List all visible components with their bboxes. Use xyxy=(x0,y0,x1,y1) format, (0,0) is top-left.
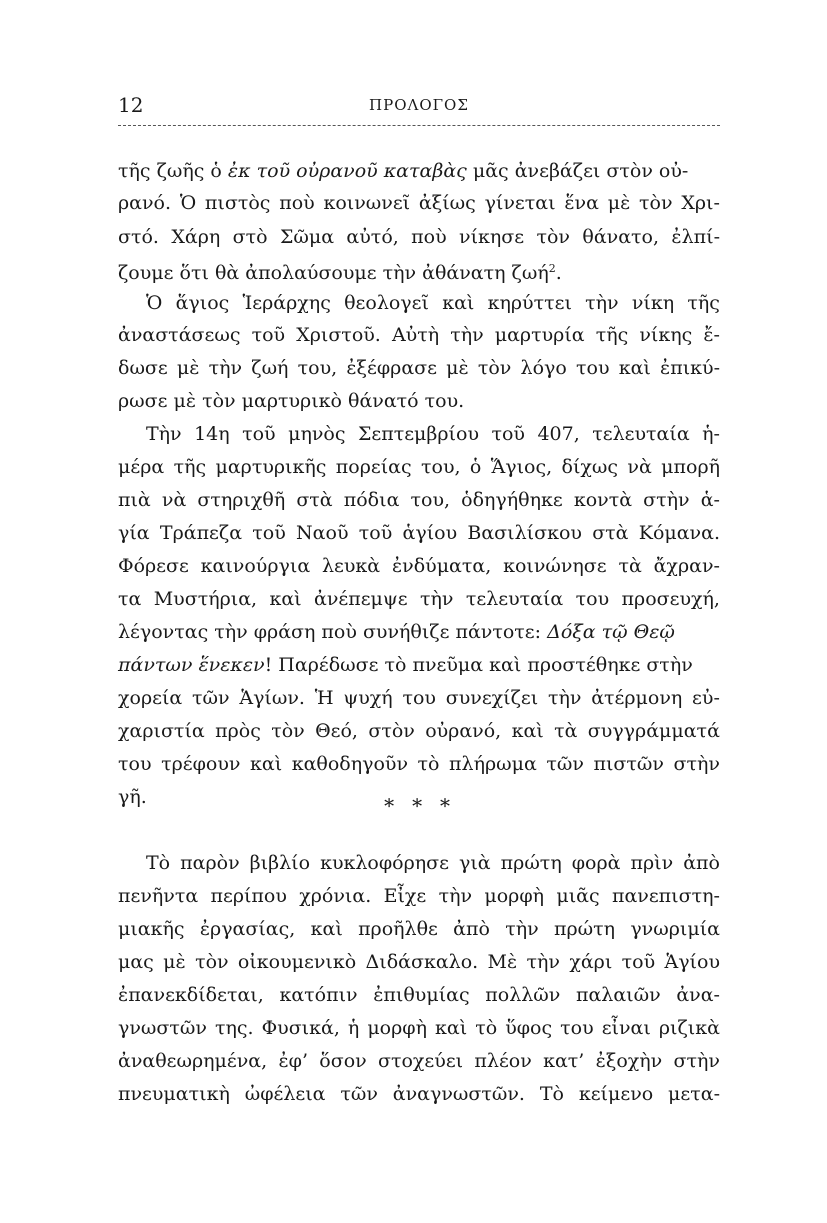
word: καθοδηγοῦν xyxy=(291,753,408,775)
word: καὶ xyxy=(618,357,651,379)
word: χορεία xyxy=(118,687,183,709)
word: τὴν xyxy=(420,588,454,610)
word: ἐφ’ xyxy=(278,1050,308,1072)
word: τὴν xyxy=(505,918,539,940)
word: μορφὴ xyxy=(484,885,545,907)
word: μὲ xyxy=(176,357,200,379)
word: μηνὸς xyxy=(288,423,346,445)
word: πνευματικὴ xyxy=(118,1083,230,1105)
word: τοῦ xyxy=(358,522,393,544)
word: Ἅγιος, xyxy=(490,456,553,478)
word: ἐνδύματα, xyxy=(391,555,492,577)
word: πολλῶν xyxy=(485,984,561,1006)
word: τὸν xyxy=(536,226,570,248)
text-line xyxy=(118,353,720,383)
word: ἡ xyxy=(347,1017,360,1039)
text-line xyxy=(146,419,720,449)
word: θεολογεῖ xyxy=(344,292,429,314)
word: Φόρεσε xyxy=(118,555,189,577)
text-segment: τῆς ζωῆς ὁ xyxy=(118,160,228,182)
word: τῆς xyxy=(173,456,207,478)
page-number: 12 xyxy=(118,93,144,117)
word: τρέφουν xyxy=(161,753,241,775)
word: χαριστία xyxy=(118,720,205,742)
word: πενῆντα xyxy=(118,885,199,907)
word: ἄχραν- xyxy=(653,555,720,577)
word: στὰ xyxy=(592,522,629,544)
word: καὶ xyxy=(269,588,302,610)
text-line xyxy=(118,650,720,680)
word: νὰ xyxy=(627,456,652,478)
word: μέρα xyxy=(118,456,165,478)
word: στό. xyxy=(118,226,159,248)
word: φορὰ xyxy=(571,852,621,874)
word: πρὶν xyxy=(630,852,674,874)
word: ζωή xyxy=(251,357,289,379)
word: ἔ- xyxy=(703,324,720,346)
word: χάρι xyxy=(569,951,613,973)
word: ἀναστάσεως xyxy=(118,324,241,346)
word: ὁδηγήθηκε xyxy=(461,489,563,511)
word: νίκη xyxy=(631,292,675,314)
word: Χάρη xyxy=(171,226,221,248)
word: βιβλίο xyxy=(249,852,311,874)
word: λευκὰ xyxy=(321,555,381,577)
text-line xyxy=(118,1046,720,1076)
word: τοῦ xyxy=(252,522,286,544)
text-line xyxy=(118,254,720,288)
word: καὶ xyxy=(435,1017,468,1039)
word: ψυχή xyxy=(343,687,393,709)
word: του, xyxy=(410,489,451,511)
italic-segment: πάντων ἕνεκεν xyxy=(118,654,265,676)
word: καὶ xyxy=(511,720,544,742)
word: τὸ xyxy=(417,753,440,775)
word: κείμενο xyxy=(578,1083,654,1105)
text-line xyxy=(118,914,720,944)
word: δίχως xyxy=(561,456,619,478)
word: Χρι- xyxy=(681,192,720,214)
text-line xyxy=(146,848,720,878)
word: ἐπικύ- xyxy=(660,357,720,379)
text-line xyxy=(118,1079,720,1109)
word: τῆς xyxy=(687,292,720,314)
word: Χριστοῦ. xyxy=(296,324,381,346)
word: τῶν xyxy=(546,753,584,775)
word: τοῦ xyxy=(491,423,525,445)
line-text: γῆ. xyxy=(118,786,147,808)
text-segment: . xyxy=(555,262,562,284)
text-line xyxy=(118,320,720,350)
word: ἐπιθυμίας xyxy=(373,984,470,1006)
word: Ἱεράρχης xyxy=(242,292,331,314)
word: ρανό. xyxy=(118,192,172,214)
word: τὴν xyxy=(208,357,243,379)
word: συνεχίζει xyxy=(445,687,539,709)
text-line xyxy=(118,485,720,515)
word: δωσε xyxy=(118,357,168,379)
text-line xyxy=(118,881,720,911)
word: του, xyxy=(297,357,338,379)
word: Τὴν xyxy=(146,423,182,445)
word: του xyxy=(576,357,610,379)
word: ἀνα- xyxy=(676,984,720,1006)
text-line xyxy=(118,617,720,647)
word: ὠφέλεια xyxy=(244,1083,326,1105)
word: μιᾶς xyxy=(556,885,600,907)
word: πανεπιστη- xyxy=(611,885,720,907)
word: κυκλοφόρησε xyxy=(320,852,449,874)
word: τὴν xyxy=(526,951,560,973)
text-line xyxy=(118,222,720,252)
word: πιστὸς xyxy=(204,192,271,214)
text-line xyxy=(118,452,720,482)
word: Σῶμα xyxy=(279,226,335,248)
word: Τὸ xyxy=(146,852,171,874)
text-line xyxy=(118,947,720,977)
word: πρώτη xyxy=(500,852,562,874)
word: πλήρωμα xyxy=(449,753,537,775)
word: ὁ xyxy=(469,456,482,478)
text-line xyxy=(118,980,720,1010)
word: πρώτη xyxy=(553,918,616,940)
word: μὲ xyxy=(607,192,631,214)
word: του xyxy=(560,1017,594,1039)
text-line xyxy=(118,386,720,416)
word: Ἁγίου xyxy=(664,951,720,973)
word: κηρύττει xyxy=(487,292,572,314)
word: νίκησε xyxy=(459,226,525,248)
word: ποὺ xyxy=(411,226,447,248)
word: Ἁγίων. xyxy=(239,687,305,709)
text-segment: μᾶς ἀνεβάζει στὸν οὐ- xyxy=(466,160,689,182)
word: ἁγίου xyxy=(402,522,458,544)
text-segment: λέγοντας τὴν φράση ποὺ συνήθιζε πάντοτε: xyxy=(118,621,548,643)
word: ἅγιος xyxy=(175,292,230,314)
word: ἀπὸ xyxy=(683,852,720,874)
text-line xyxy=(118,188,720,218)
text-segment: ζουμε ὅτι θὰ ἀπολαύσουμε τὴν ἀθάνατη ζωή xyxy=(118,262,549,284)
word: κατ’ xyxy=(543,1050,585,1072)
text-line xyxy=(118,683,720,713)
text-line xyxy=(118,1013,720,1043)
word: περίπου xyxy=(210,885,287,907)
word: παλαιῶν xyxy=(575,984,661,1006)
word: προσευχή, xyxy=(621,588,720,610)
word: ἐξοχὴν xyxy=(595,1050,663,1072)
text-line xyxy=(146,288,720,318)
word: ἐλπί- xyxy=(671,226,720,248)
text-line xyxy=(118,749,720,779)
word: Ὁ xyxy=(179,192,197,214)
word: πρὸς xyxy=(215,720,261,742)
word: Κόμανα. xyxy=(638,522,720,544)
word: ἡ- xyxy=(702,423,720,445)
page-header xyxy=(118,93,720,126)
word: γίνεται xyxy=(484,192,556,214)
word: πόδια xyxy=(343,489,400,511)
word: τὸ xyxy=(475,1017,498,1039)
line-text: ρωσε μὲ τὸν μαρτυρικὸ θάνατό του. xyxy=(118,390,465,412)
word: μπορῆ xyxy=(661,456,720,478)
word: στηριχθῆ xyxy=(197,489,286,511)
word: στὰ xyxy=(296,489,333,511)
word: γνωριμία xyxy=(630,918,720,940)
word: καὶ xyxy=(442,292,475,314)
word: ἀπὸ xyxy=(453,918,490,940)
word: Αὐτὴ xyxy=(391,324,440,346)
word: Θεό, xyxy=(315,720,358,742)
word: ἀτέρμονη xyxy=(591,687,683,709)
word: γία xyxy=(118,522,150,544)
word: ἀναθεωρημένα, xyxy=(118,1050,268,1072)
word: πιστῶν xyxy=(593,753,664,775)
word: λόγο xyxy=(520,357,567,379)
word: 407, xyxy=(537,423,580,445)
word: καινούργια xyxy=(200,555,311,577)
word: ποὺ xyxy=(279,192,315,214)
word: στὸ xyxy=(232,226,268,248)
word: τα xyxy=(118,588,142,610)
word: καὶ xyxy=(249,753,283,775)
word: τὸν xyxy=(639,192,673,214)
word: κοντὰ xyxy=(573,489,633,511)
word: ἀξίως xyxy=(418,192,476,214)
word: τὰ xyxy=(618,555,642,577)
word: χρόνια. xyxy=(299,885,372,907)
word: τὴν xyxy=(547,687,582,709)
running-title: ΠΡΟΛΟΓΟΣ xyxy=(369,96,469,114)
word: τοῦ xyxy=(621,951,656,973)
word: στὴν xyxy=(673,1050,720,1072)
word: κοινώνησε xyxy=(503,555,607,577)
word: στοχεύει xyxy=(378,1050,464,1072)
word: ὅσον xyxy=(319,1050,367,1072)
word: Φυσικά, xyxy=(261,1017,340,1039)
word: Τὸ xyxy=(539,1083,564,1105)
word: παρὸν xyxy=(180,852,240,874)
word: μετα- xyxy=(668,1083,720,1105)
italic-segment: Δόξα τῷ Θεῷ xyxy=(547,621,675,643)
word: τὰ xyxy=(554,720,578,742)
word: Βασιλίσκου xyxy=(467,522,582,544)
word: μαρτυρία xyxy=(494,324,585,346)
word: τοῦ xyxy=(242,423,276,445)
word: Ναοῦ xyxy=(296,522,349,544)
word: ἕνα xyxy=(564,192,599,214)
word: νίκης xyxy=(639,324,693,346)
word: εἶναι xyxy=(601,1017,651,1039)
word: τελευταία xyxy=(592,423,690,445)
word: ὕφος xyxy=(505,1017,553,1039)
word: κοινωνεῖ xyxy=(323,192,411,214)
word: του, xyxy=(421,456,461,478)
footnote-marker[interactable]: 2 xyxy=(548,262,556,275)
word: νὰ xyxy=(161,489,187,511)
text-line xyxy=(118,156,720,186)
word: τὸν xyxy=(477,357,512,379)
word: τὴν xyxy=(450,324,484,346)
word: στὸν xyxy=(368,720,415,742)
word: τοῦ xyxy=(251,324,286,346)
word: Μὲ xyxy=(487,951,518,973)
word: στὴν xyxy=(643,489,690,511)
word: της. xyxy=(214,1017,254,1039)
word: προῆλθε xyxy=(358,918,438,940)
word: τῶν xyxy=(340,1083,378,1105)
text-segment: ! Παρέδωσε τὸ πνεῦμα καὶ προστέθηκε στὴν xyxy=(264,654,693,676)
text-line xyxy=(118,716,720,746)
word: Διδάσκαλο. xyxy=(365,951,479,973)
word: μαρτυρικῆς xyxy=(215,456,327,478)
word: πλέον xyxy=(474,1050,532,1072)
word: τῶν xyxy=(192,687,230,709)
word: Ἡ xyxy=(314,687,334,709)
text-line xyxy=(118,584,720,614)
text-line xyxy=(118,551,720,581)
word: γιὰ xyxy=(458,852,491,874)
word: γνωστῶν xyxy=(118,1017,207,1039)
word: Τράπεζα xyxy=(159,522,243,544)
word: πορείας xyxy=(335,456,412,478)
word: πιὰ xyxy=(118,489,151,511)
word: συγγράμματά xyxy=(587,720,720,742)
word: μὲ xyxy=(163,951,186,973)
word: ριζικὰ xyxy=(658,1017,720,1039)
word: μας xyxy=(118,951,154,973)
text-line xyxy=(118,518,720,548)
word: Ὁ xyxy=(146,292,163,314)
word: Μυστήρια, xyxy=(153,588,258,610)
word: καὶ xyxy=(310,918,343,940)
word: τὸν xyxy=(195,951,229,973)
section-separator: ∗ ∗ ∗ xyxy=(382,790,456,814)
word: ἀναγνωστῶν. xyxy=(392,1083,525,1105)
word: στὴν xyxy=(673,753,720,775)
word: εὐ- xyxy=(692,687,720,709)
word: 14η xyxy=(194,423,230,445)
word: τὴν xyxy=(438,885,473,907)
word: ἀνέπεμψε xyxy=(313,588,408,610)
word: μὲ xyxy=(446,357,469,379)
word: μορφὴ xyxy=(367,1017,427,1039)
word: αὐτό, xyxy=(346,226,399,248)
word: του xyxy=(118,753,152,775)
word: τελευταία xyxy=(465,588,564,610)
word: θάνατο, xyxy=(582,226,660,248)
word: του xyxy=(402,687,436,709)
word: οὐρανό, xyxy=(425,720,502,742)
word: οἰκουμενικὸ xyxy=(237,951,357,973)
word: τὸν xyxy=(271,720,305,742)
italic-segment: ἐκ τοῦ οὐρανοῦ καταβὰς xyxy=(227,160,467,182)
word: μιακῆς xyxy=(118,918,185,940)
word: τῆς xyxy=(595,324,629,346)
word: ἁ- xyxy=(700,489,720,511)
word: τὴν xyxy=(585,292,619,314)
word: κατόπιν xyxy=(279,984,358,1006)
word: ἐπανεκδίδεται, xyxy=(118,984,264,1006)
word: ἐργασίας, xyxy=(199,918,296,940)
word: Εἶχε xyxy=(383,885,427,907)
word: Σεπτεμβρίου xyxy=(357,423,479,445)
word: ἐξέφρασε xyxy=(346,357,437,379)
word: του xyxy=(575,588,610,610)
